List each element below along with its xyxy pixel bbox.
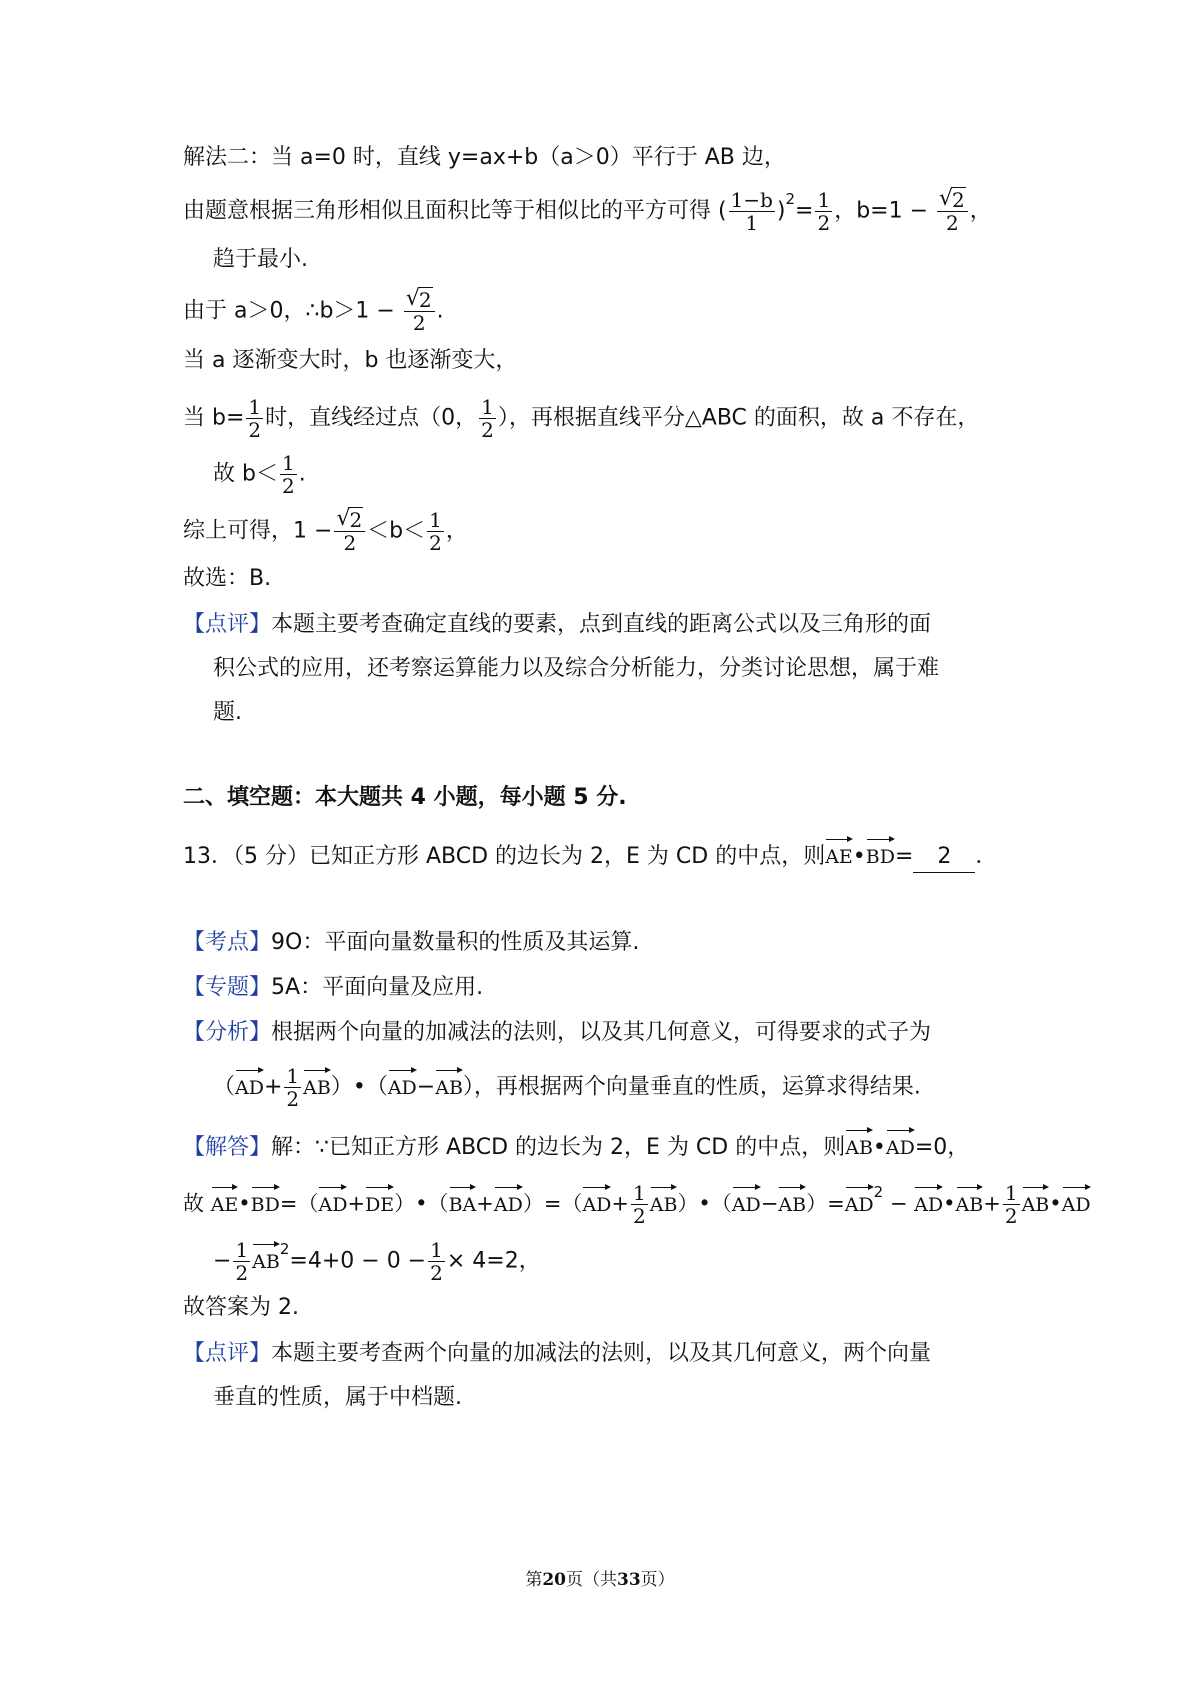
sqrt: √ 2	[939, 190, 966, 210]
fraction: √ $\frac{2}{2}$	[334, 510, 365, 553]
q13-comment-line-1: 【点评】本题主要考查两个向量的加减法的法则，以及其几何意义，两个向量	[183, 1341, 932, 1366]
fraction: $\frac{1}{2}$	[281, 451, 295, 498]
comment-line-3: 题.	[213, 700, 242, 725]
vector: AD	[1062, 1184, 1091, 1220]
vector: AB	[435, 1067, 463, 1103]
fenxi-tag: 【分析】	[183, 1020, 272, 1045]
answer-blank: 2	[913, 842, 975, 873]
vector: AB	[845, 1127, 873, 1163]
comment-line-1: 【点评】本题主要考查确定直线的要素，点到直线的距离公式以及三角形的面	[183, 612, 932, 637]
fraction: √ $\frac{2}{2}$	[937, 190, 968, 233]
fraction: $\frac{1}{2}$	[633, 1181, 646, 1228]
vector: DE	[365, 1184, 394, 1220]
kaodian-tag: 【考点】	[183, 930, 272, 955]
vector: AD	[886, 1127, 915, 1163]
solution-2-line-8: 综上可得，1 − √ $\frac{2}{2}$ ＜b＜ $\frac{1}{2}$ ，	[183, 510, 468, 553]
fraction: √ $\frac{2}{2}$	[404, 290, 435, 333]
vector: AD	[845, 1184, 874, 1220]
vector: AB	[778, 1184, 806, 1220]
jieda-line-1: 【解答】解：∵已知正方形 ABCD 的边长为 2，E 为 CD 的中点，则AB•AD=0，	[183, 1127, 969, 1163]
vector: AB	[1022, 1184, 1050, 1220]
solution-2-line-4: 由于 a＞0，∴b＞1 − √ $\frac{2}{2}$ .	[183, 290, 444, 333]
comment-tag: 【点评】	[183, 612, 272, 637]
jieda-line-2: 故 AE•BD=（AD+DE）•（BA+AD）=（AD+ $\frac{1}{2}$ $AB)•(AD-AB)=AD^2$ − AD•AB+ $\frac{1}{2}$ AB•AD	[183, 1181, 1091, 1228]
fraction: $\frac{1}{2}$	[1004, 1181, 1018, 1228]
page-number: 20	[542, 1570, 566, 1590]
vector: AD	[914, 1184, 943, 1220]
vector: AB	[303, 1067, 331, 1103]
solution-2-line-1: 解法二：当 a=0 时，直线 y=ax+b（a＞0）平行于 AB 边，	[183, 145, 786, 170]
q13-comment-line-2: 垂直的性质，属于中档题.	[213, 1385, 462, 1410]
zhuanti-line: 【专题】5A：平面向量及应用.	[183, 975, 484, 1000]
vector: BD	[866, 836, 895, 872]
vector: BD	[251, 1184, 280, 1220]
vector: AE	[211, 1184, 239, 1220]
fenxi-line-1: 【分析】根据两个向量的加减法的法则，以及其几何意义，可得要求的式子为	[183, 1020, 932, 1045]
fraction: $\frac{1}{2}$	[248, 395, 262, 442]
kaodian-line: 【考点】9O：平面向量数量积的性质及其运算.	[183, 930, 640, 955]
vector: AD	[582, 1184, 611, 1220]
vector: BA	[449, 1184, 477, 1220]
jieda-line-3: − $\frac{1}{2}$ $AB^2=4+0 - 0$ − $\frac{1}{2}$ × 4=2，	[213, 1238, 541, 1285]
vector: AB	[956, 1184, 984, 1220]
solution-2-line-3: 趋于最小.	[213, 247, 308, 272]
fraction: $\frac{1}{2}$	[430, 1238, 443, 1285]
fraction: $\frac{1}{2}$	[481, 395, 494, 442]
answer-line: 故答案为 2.	[183, 1295, 299, 1320]
vector: AD	[318, 1184, 347, 1220]
solution-2-line-5: 当 a 逐渐变大时，b 也逐渐变大，	[183, 348, 518, 373]
vector: AD	[732, 1184, 761, 1220]
solution-2-line-9: 故选：B.	[183, 566, 272, 591]
fenxi-line-2: （AD+ $\frac{1}{2}$ AB）•（AD−AB），再根据两个向量垂直的性质，运算求得结果.	[213, 1064, 921, 1111]
fraction: $\frac{1-b}{1}$	[730, 188, 773, 235]
fraction: $\frac{1}{2}$	[286, 1064, 300, 1111]
comment-tag: 【点评】	[183, 1341, 272, 1366]
solution-2-line-2: 由题意根据三角形相似且面积比等于相似比的平方可得 ( $\frac{1-b}{1}$ )$^2$= $\frac{1}{2}$ ，b=1 − √ $\frac{2}{2}$ ，	[183, 190, 992, 233]
solution-2-line-7: 故 b＜ $\frac{1}{2}$ .	[213, 451, 306, 498]
vector: AB	[650, 1184, 678, 1220]
fraction: $\frac{1}{2}$	[235, 1238, 249, 1285]
fraction: $\frac{1}{2}$	[817, 188, 831, 235]
question-13-stem: 13．（5 分）已知正方形 ABCD 的边长为 2，E 为 CD 的中点，则AE•BD= 2 ．	[183, 836, 997, 873]
vector: AB	[252, 1241, 280, 1277]
solution-2-line-6: 当 b= $\frac{1}{2}$ 时，直线经过点（0， $\frac{1}{2}$ ），再根据直线平分△ABC 的面积，故 a 不存在，	[183, 395, 980, 442]
sqrt: √ 2	[406, 290, 433, 310]
vector: AD	[235, 1067, 264, 1103]
page-total: 33	[617, 1570, 641, 1590]
sqrt: √ 2	[336, 510, 363, 530]
fraction: $\frac{1}{2}$	[429, 508, 442, 555]
section-heading: 二、填空题：本大题共 4 小题，每小题 5 分.	[183, 785, 627, 810]
page-footer: 第20页（共33页）	[525, 1570, 675, 1590]
vector: AE	[825, 836, 853, 872]
comment-line-2: 积公式的应用，还考察运算能力以及综合分析能力，分类讨论思想，属于难	[213, 656, 940, 681]
zhuanti-tag: 【专题】	[183, 975, 272, 1000]
jieda-tag: 【解答】	[183, 1135, 272, 1160]
vector: AD	[494, 1184, 523, 1220]
vector: AD	[388, 1067, 417, 1103]
